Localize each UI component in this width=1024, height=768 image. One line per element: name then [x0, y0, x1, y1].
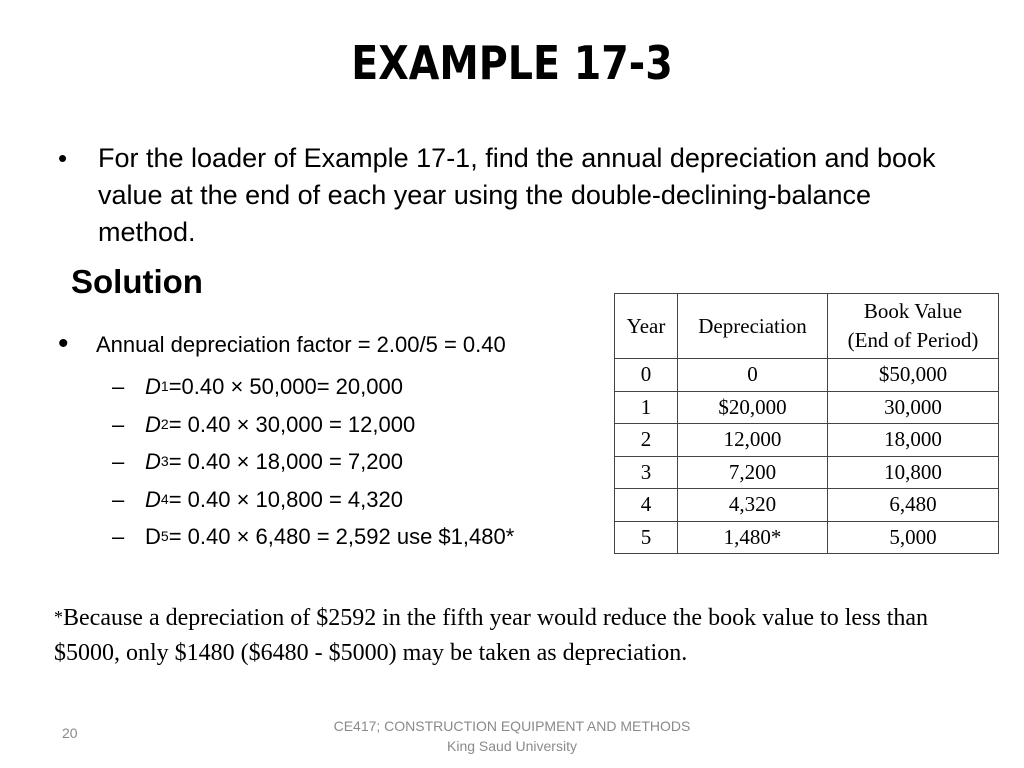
table-row — [615, 456, 999, 489]
depreciation-steps — [112, 368, 514, 556]
bullet-icon: • — [58, 143, 68, 173]
dash-icon: – — [112, 486, 125, 512]
header-book-value-line1: Book Value — [863, 299, 963, 323]
step-expression: = 0.40 × 6,480 = 2,592 use $1,480* — [168, 524, 515, 549]
cell-year: 1 — [615, 391, 678, 424]
cell-depreciation: $20,000 — [678, 391, 828, 424]
step-item — [112, 368, 514, 406]
cell-depreciation: 7,200 — [678, 456, 828, 489]
table-row — [615, 489, 999, 522]
header-book-value-line2: (End of Period) — [847, 328, 979, 352]
step-variable: D — [145, 374, 161, 399]
slide-title: EXAMPLE 17-3 — [351, 36, 673, 90]
step-subscript: 3 — [160, 453, 169, 469]
step-expression: =0.40 × 50,000= 20,000 — [168, 374, 403, 399]
cell-book-value: 5,000 — [828, 521, 999, 554]
bullet-icon: • — [58, 327, 69, 360]
step-subscript: 4 — [160, 490, 169, 507]
cell-book-value: 10,800 — [828, 456, 999, 489]
cell-book-value: 30,000 — [828, 391, 999, 424]
footnote-text: Because a depreciation of $2592 in the fifth year would reduce the book value to less than $5000, only $1480 ($6480 - $5000) may be taken as depreciation. — [54, 605, 929, 666]
step-variable: D — [145, 449, 161, 474]
footer-course: CE417; CONSTRUCTION EQUIPMENT AND METHODS — [333, 718, 691, 734]
intro-text: For the loader of Example 17-1, find the annual depreciation and book value at the end of each year using the double-declining-balance method. — [98, 143, 936, 247]
step-subscript: 1 — [160, 378, 169, 394]
cell-book-value: 18,000 — [828, 424, 999, 457]
dash-icon: – — [112, 374, 125, 399]
cell-book-value: 6,480 — [828, 489, 999, 522]
table-row — [615, 424, 999, 457]
cell-year: 3 — [615, 456, 678, 489]
step-item — [112, 406, 514, 444]
footer-university: King Saud University — [447, 738, 577, 754]
dash-icon: – — [112, 449, 125, 474]
intro-bullet — [58, 140, 958, 251]
step-subscript: 2 — [160, 415, 169, 432]
cell-year: 0 — [615, 359, 678, 392]
step-expression: = 0.40 × 18,000 = 7,200 — [168, 449, 403, 474]
cell-book-value: $50,000 — [828, 359, 999, 392]
step-subscript: 5 — [160, 528, 169, 544]
factor-bullet — [58, 327, 506, 363]
cell-depreciation: 0 — [678, 359, 828, 392]
table-row — [615, 521, 999, 554]
step-variable: D — [145, 486, 161, 512]
table-row — [615, 391, 999, 424]
cell-year: 5 — [615, 521, 678, 554]
dash-icon: – — [112, 524, 125, 549]
cell-year: 2 — [615, 424, 678, 457]
factor-text: Annual depreciation factor = 2.00/5 = 0.40 — [96, 332, 506, 357]
step-expression: = 0.40 × 30,000 = 12,000 — [168, 411, 416, 437]
footer — [300, 716, 724, 756]
depreciation-table — [614, 293, 999, 554]
cell-year: 4 — [615, 489, 678, 522]
step-variable: D — [145, 524, 161, 549]
step-expression: = 0.40 × 10,800 = 4,320 — [168, 486, 403, 512]
solution-heading: Solution — [71, 263, 203, 300]
cell-depreciation: 12,000 — [678, 424, 828, 457]
page-number: 20 — [62, 725, 78, 741]
step-item — [112, 481, 514, 519]
header-year: Year — [615, 294, 678, 359]
step-item — [112, 518, 514, 556]
header-depreciation: Depreciation — [678, 294, 828, 359]
dash-icon: – — [112, 411, 125, 437]
footnote — [54, 600, 984, 671]
step-variable: D — [145, 411, 161, 437]
footnote-star: * — [54, 607, 63, 627]
header-book-value — [828, 294, 999, 359]
cell-depreciation: 1,480* — [678, 521, 828, 554]
cell-depreciation: 4,320 — [678, 489, 828, 522]
step-item — [112, 443, 514, 481]
table-row — [615, 359, 999, 392]
table-header-row — [615, 294, 999, 359]
